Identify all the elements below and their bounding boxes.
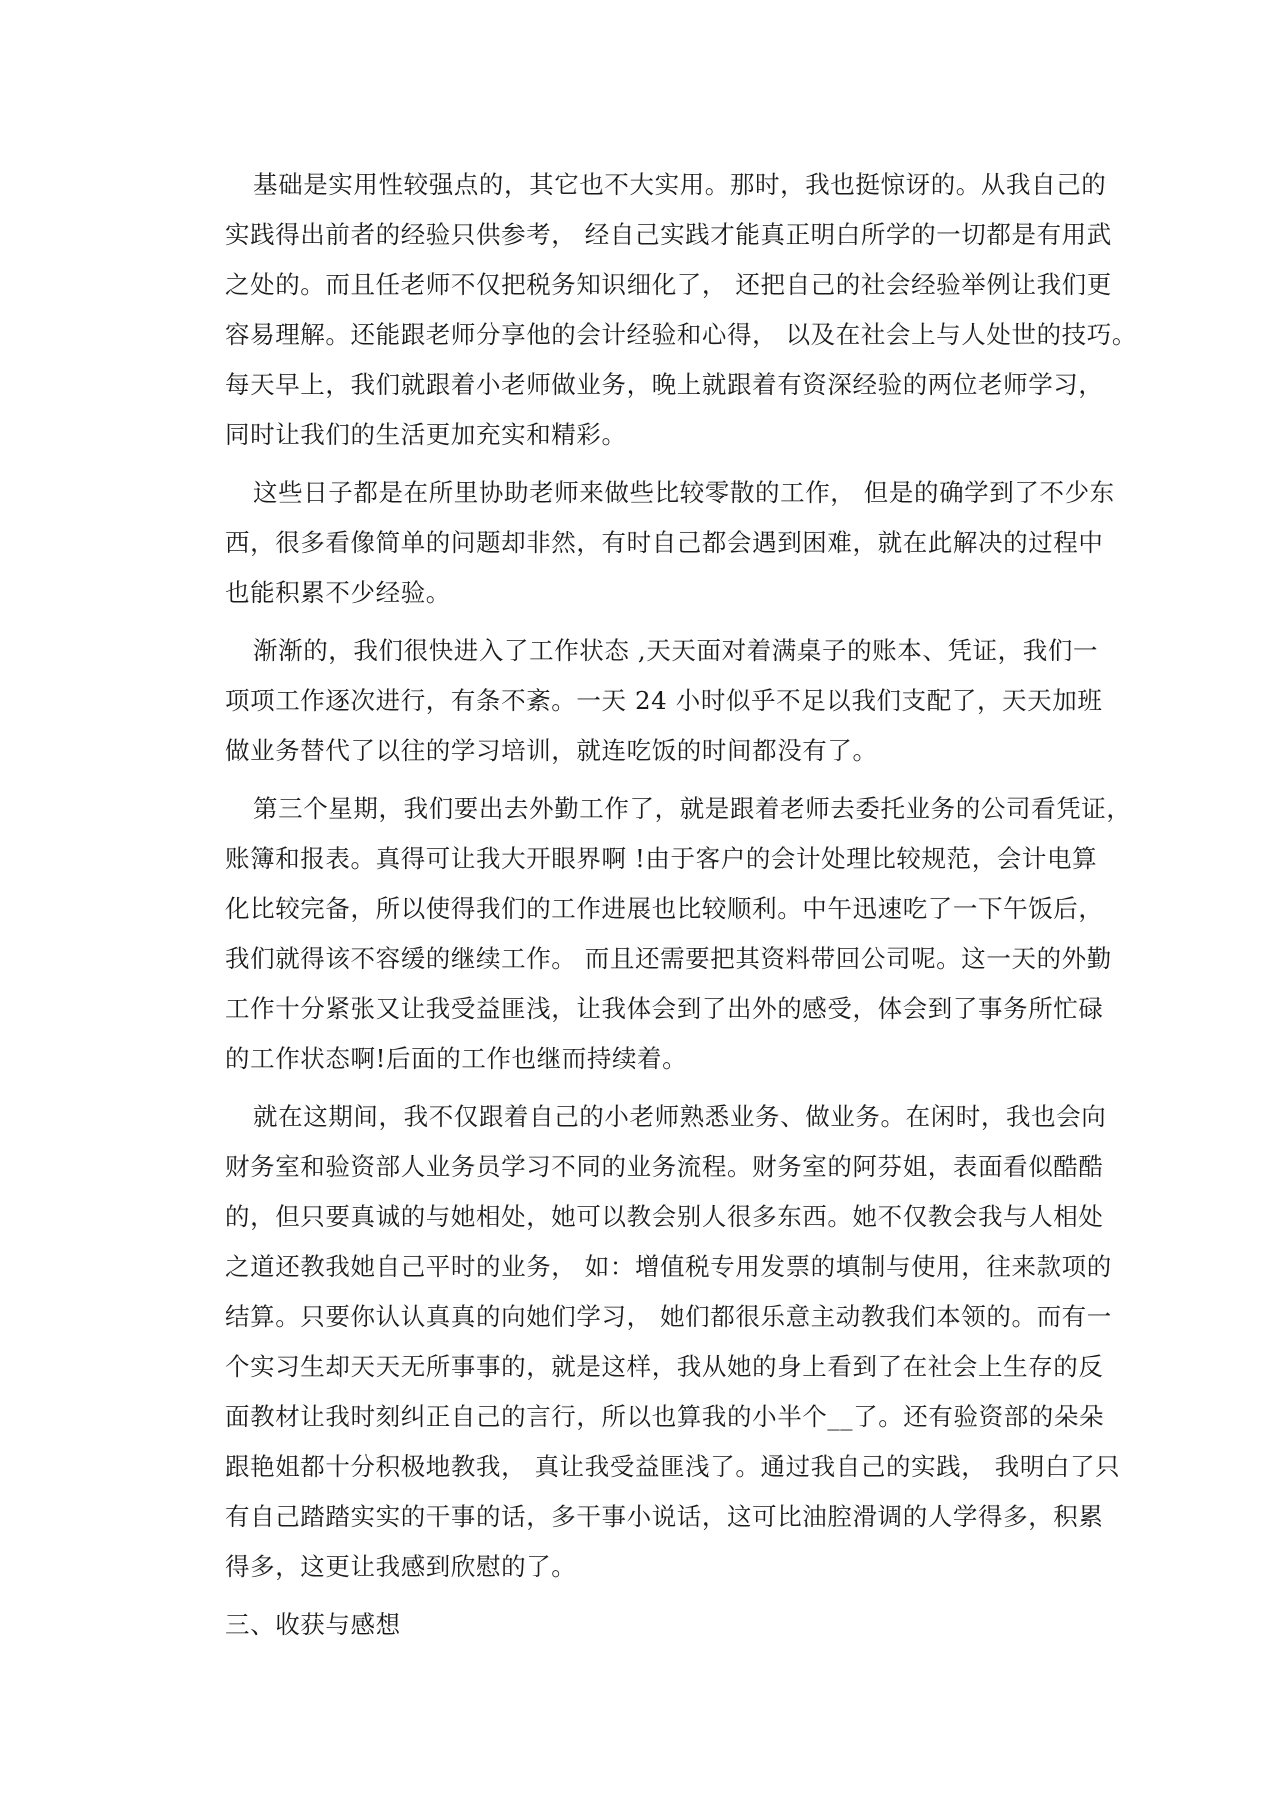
- paragraph-5: [197, 1092, 1121, 1592]
- text-line: 我们就得该不容缓的继续工作。 而且还需要把其资料带回公司呢。这一天的外勤: [225, 944, 1112, 973]
- paragraph-3: [197, 626, 1103, 776]
- text-line: 账簿和报表。真得可让我大开眼界啊 !由于客户的会计处理比较规范，会计电算: [225, 844, 1098, 873]
- paragraph-4: [197, 784, 1132, 1084]
- document-body: [197, 160, 1137, 1650]
- text-line: 做业务替代了以往的学习培训，就连吃饭的时间都没有了。: [225, 736, 878, 765]
- text-line: 跟艳姐都十分积极地教我， 真让我受益匪浅了。通过我自己的实践， 我明白了只: [225, 1452, 1121, 1481]
- text-line: 就在这期间，我不仅跟着自己的小老师熟悉业务、做业务。在闲时，我也会向: [253, 1102, 1107, 1131]
- text-line: 的，但只要真诚的与她相处，她可以教会别人很多东西。她不仅教会我与人相处: [225, 1202, 1104, 1231]
- text-line: 财务室和验资部人业务员学习不同的业务流程。财务室的阿芬姐，表面看似酷酷: [225, 1152, 1104, 1181]
- text-line: 基础是实用性较强点的，其它也不大实用。那时，我也挺惊讶的。从我自己的: [253, 170, 1107, 199]
- text-line: 面教材让我时刻纠正自己的言行，所以也算我的小半个__了。还有验资部的朵朵: [225, 1402, 1105, 1431]
- text-line: 第三个星期，我们要出去外勤工作了，就是跟着老师去委托业务的公司看凭证，: [253, 794, 1132, 823]
- text-line: 之道还教我她自己平时的业务， 如：增值税专用发票的填制与使用，往来款项的: [225, 1252, 1112, 1281]
- paragraph-1: [197, 160, 1137, 460]
- text-line: 的工作状态啊!后面的工作也继而持续着。: [225, 1044, 688, 1073]
- text-line: 工作十分紧张又让我受益匪浅，让我体会到了出外的感受，体会到了事务所忙碌: [225, 994, 1104, 1023]
- text-line: 每天早上，我们就跟着小老师做业务，晚上就跟着有资深经验的两位老师学习，: [225, 370, 1104, 399]
- text-line: 化比较完备，所以使得我们的工作进展也比较顺利。中午迅速吃了一下午饭后，: [225, 894, 1104, 923]
- text-line: 同时让我们的生活更加充实和精彩。: [225, 420, 627, 449]
- text-line: 结算。只要你认认真真的向她们学习， 她们都很乐意主动教我们本领的。而有一: [225, 1302, 1112, 1331]
- text-line: 实践得出前者的经验只供参考， 经自己实践才能真正明白所学的一切都是有用武: [225, 220, 1112, 249]
- text-line: 得多，这更让我感到欣慰的了。: [225, 1552, 577, 1581]
- text-line: 也能积累不少经验。: [225, 578, 451, 607]
- text-line: 有自己踏踏实实的干事的话，多干事小说话，这可比油腔滑调的人学得多，积累: [225, 1502, 1104, 1531]
- text-line: 项项工作逐次进行，有条不紊。一天 24 小时似乎不足以我们支配了，天天加班: [225, 686, 1103, 715]
- section-heading: 三、收获与感想: [225, 1610, 401, 1639]
- text-line: 之处的。而且任老师不仅把税务知识细化了， 还把自己的社会经验举例让我们更: [225, 270, 1112, 299]
- text-line: 西，很多看像简单的问题却非然，有时自己都会遇到困难，就在此解决的过程中: [225, 528, 1104, 557]
- text-line: 个实习生却天天无所事事的，就是这样，我从她的身上看到了在社会上生存的反: [225, 1352, 1104, 1381]
- text-line: 容易理解。还能跟老师分享他的会计经验和心得， 以及在社会上与人处世的技巧。: [225, 320, 1137, 349]
- text-line: 这些日子都是在所里协助老师来做些比较零散的工作， 但是的确学到了不少东: [253, 478, 1115, 507]
- paragraph-2: [197, 468, 1115, 618]
- text-line: 渐渐的，我们很快进入了工作状态 ,天天面对着满桌子的账本、凭证，我们一: [253, 636, 1099, 665]
